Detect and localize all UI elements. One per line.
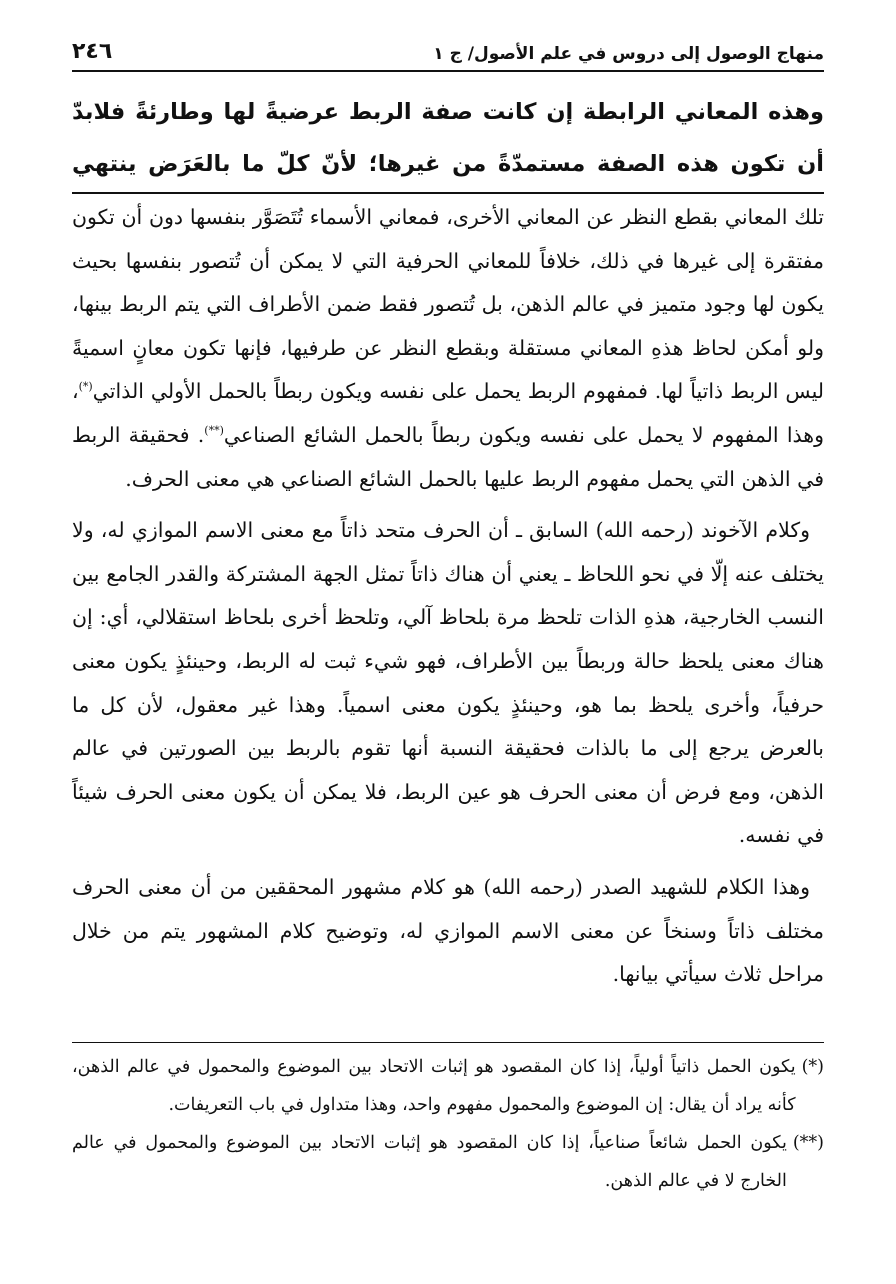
footnote-2-marker: (**) xyxy=(792,1133,824,1153)
footnote-1 xyxy=(72,1048,824,1124)
footnotes xyxy=(72,1048,824,1200)
footnote-ref-2[interactable]: (**) xyxy=(204,424,224,438)
footnote-divider xyxy=(72,1042,824,1043)
main-text xyxy=(72,196,824,1005)
footnote-1-marker: (*) xyxy=(801,1057,824,1077)
lead-divider xyxy=(72,192,824,194)
body-paragraph-1-part-b: ، وهذا المفهوم لا يحمل على نفسه ويكون ربطاً بالحمل الشائع الصناعي xyxy=(72,379,824,447)
footnote-2 xyxy=(72,1124,824,1200)
footnote-ref-1[interactable]: (*) xyxy=(78,380,93,394)
lead-paragraph: وهذه المعاني الرابطة إن كانت صفة الربط عرضيةً لها وطارئةً فلابدّ أن تكون هذه الصفة مستمدّةً من غيرها؛ لأنّ كلّ ما بالعَرَض ينتهي xyxy=(72,99,824,177)
running-title: منهاج الوصول إلى دروس في علم الأصول/ ج ١ xyxy=(433,44,824,64)
body-paragraph-1 xyxy=(72,196,824,501)
page-header xyxy=(72,24,824,72)
footnote-2-text: يكون الحمل شائعاً صناعياً، إذا كان المقصود هو إثبات الاتحاد بين الموضوع والمحمول في عالم الخارج لا في عالم الذهن. xyxy=(72,1133,787,1191)
footnote-1-text: يكون الحمل ذاتياً أولياً، إذا كان المقصود هو إثبات الاتحاد بين الموضوع والمحمول في عالم الذهن، كأنه يراد أن يقال: إن الموضوع والمحمول مفهوم واحد، وهذا متداول في باب التعريفات. xyxy=(72,1057,796,1115)
body-paragraph-2: وكلام الآخوند (رحمه الله) السابق ـ أن الحرف متحد ذاتاً مع معنى الاسم الموازي له، ولا يختلف عنه إلّا في نحو اللحاظ ـ يعني أن هناك ذاتاً تمثل الجهة المشتركة والقدر الجامع بين النسب الخارجية، هذهِ الذات تلحظ مرة بلحاظ آلي، وتلحظ أخرى بلحاظ استقلالي، أي: إن هناك معنى يلحظ حالة وربطاً بين الأطراف، فهو شيء ثبت له الربط، وحينئذٍ يكون معنى حرفياً، وأخرى يلحظ بما هو، وحينئذٍ يكون معنى اسمياً. وهذا غير معقول، لأن كل ما بالعرض يرجع إلى ما بالذات فحقيقة النسبة أنها تقوم بالربط بين الصورتين في عالم الذهن، ومع فرض أن معنى الحرف هو عين الربط، فلا يمكن أن يكون معنى الحرف شيئاً في نفسه. xyxy=(72,518,824,848)
body-paragraph-1-part-c: . فحقيقة الربط في الذهن التي يحمل مفهوم الربط عليها بالحمل الشائع الصناعي هي معنى الحرف. xyxy=(72,422,824,491)
page-number: ٢٤٦ xyxy=(72,39,113,64)
body-paragraph-1-part-a: تلك المعاني بقطع النظر عن المعاني الأخرى، فمعاني الأسماء تُتَصَوَّر بنفسها دون أن تكون مفتقرة إلى غيرها في ذلك، خلافاً للمعاني الحرفية التي لا يمكن أن تُتصور بنفسها بحيث يكون لها وجود متميز في عالم الذهن، بل تُتصور فقط ضمن الأطراف التي يتم الربط بينها، ولو أمكن لحاظ هذهِ المعاني مستقلة وبقطع النظر عن طرفيها، فإنها تكون معانٍ اسميةً ليس الربط ذاتياً لها. فمفهوم الربط يحمل على نفسه ويكون ربطاً بالحمل الأولي الذاتي xyxy=(72,205,824,404)
body-paragraph-3: وهذا الكلام للشهيد الصدر (رحمه الله) هو كلام مشهور المحققين من أن معنى الحرف مختلف ذاتاً وسنخاً عن معنى الاسم الموازي له، وتوضيح كلام المشهور يتم من خلال مراحل ثلاث سيأتي بيانها. xyxy=(72,874,824,987)
